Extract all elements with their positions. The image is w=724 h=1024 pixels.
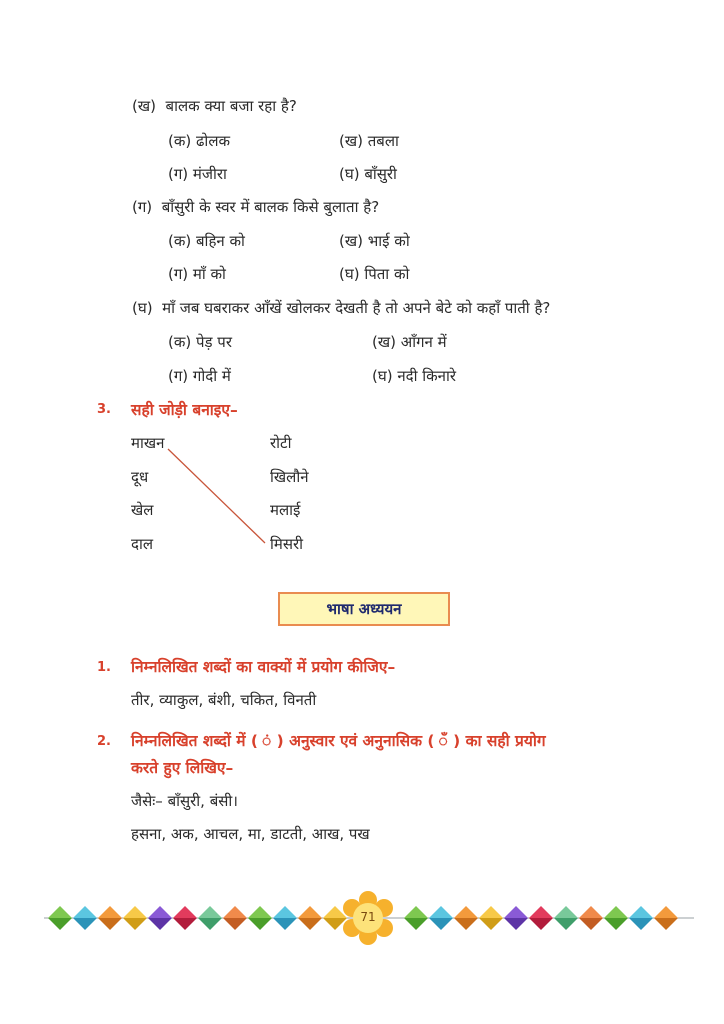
diamond-shape xyxy=(404,918,428,930)
diamond-shape xyxy=(654,918,678,930)
diamond-shape xyxy=(604,906,628,918)
match-right-item: खिलौने xyxy=(270,468,309,486)
question-text: माँ जब घबराकर आँखें खोलकर देखती है तो अपने बेटे को कहाँ पाती है? xyxy=(162,299,551,317)
diamond-shape xyxy=(48,918,72,930)
diamond-shape xyxy=(48,906,72,918)
diamond-shape xyxy=(273,906,297,918)
diamond-shape xyxy=(479,906,503,918)
question-label: (घ) xyxy=(132,299,153,317)
diamond-shape xyxy=(223,918,247,930)
diamond-shape xyxy=(298,906,322,918)
diamond-row-right xyxy=(404,906,678,930)
diamond-shape xyxy=(98,906,122,918)
option: (ख) भाई को xyxy=(339,232,410,250)
diamond-shape xyxy=(504,906,528,918)
diamond-shape xyxy=(579,918,603,930)
option: (क) पेड़ पर xyxy=(168,333,232,351)
lang-q2-example: जैसेः– बाँसुरी, बंसी। xyxy=(131,792,238,810)
diamond-shape xyxy=(479,918,503,930)
option: (क) बहिन को xyxy=(168,232,245,250)
diamond-shape xyxy=(554,906,578,918)
option: (ग) मंजीरा xyxy=(168,165,227,183)
match-left-item: खेल xyxy=(131,501,154,519)
lang-q2-number: 2. xyxy=(97,734,111,749)
diamond-shape xyxy=(429,906,453,918)
match-right-item: रोटी xyxy=(270,434,292,452)
diamond-shape xyxy=(629,918,653,930)
diamond-shape xyxy=(604,918,628,930)
diamond-shape xyxy=(173,906,197,918)
section-number: 3. xyxy=(97,402,111,417)
match-left-item: दूध xyxy=(131,468,149,486)
diamond-shape xyxy=(173,918,197,930)
diamond-shape xyxy=(529,918,553,930)
option: (क) ढोलक xyxy=(168,132,231,150)
diamond-shape xyxy=(654,906,678,918)
diamond-shape xyxy=(223,906,247,918)
diamond-shape xyxy=(148,918,172,930)
question-label: (ग) xyxy=(132,198,153,216)
language-study-title: भाषा अध्ययन xyxy=(326,600,402,618)
diamond-shape xyxy=(123,918,147,930)
diamond-shape xyxy=(579,906,603,918)
match-right-item: मिसरी xyxy=(270,535,304,553)
diamond-shape xyxy=(248,918,272,930)
diamond-shape xyxy=(123,906,147,918)
diamond-shape xyxy=(148,906,172,918)
diamond-shape xyxy=(298,918,322,930)
diamond-shape xyxy=(73,906,97,918)
match-right-item: मलाई xyxy=(270,501,301,519)
lang-q1-title: निम्नलिखित शब्दों का वाक्यों में प्रयोग कीजिए– xyxy=(131,658,396,676)
diamond-shape xyxy=(554,918,578,930)
lang-q2-words: हसना, अक, आचल, मा, डाटती, आख, पख xyxy=(131,825,370,843)
diamond-shape xyxy=(529,906,553,918)
lang-q1-words: तीर, व्याकुल, बंशी, चकित, विनती xyxy=(131,691,317,709)
option: (घ) पिता को xyxy=(339,265,410,283)
option: (ख) आँगन में xyxy=(372,333,447,351)
option: (ग) माँ को xyxy=(168,265,226,283)
question-label: (ख) xyxy=(132,97,156,115)
diamond-shape xyxy=(429,918,453,930)
language-study-box xyxy=(278,592,450,626)
question-text: बालक क्या बजा रहा है? xyxy=(165,97,297,115)
diamond-shape xyxy=(73,918,97,930)
option: (ग) गोदी में xyxy=(168,367,231,385)
diamond-shape xyxy=(248,906,272,918)
diamond-shape xyxy=(454,906,478,918)
section-title: सही जोड़ी बनाइए– xyxy=(131,401,238,419)
lang-q2-title-line1: निम्नलिखित शब्दों में ( ं ) अनुस्वार एवं अनुनासिक ( ँ ) का सही प्रयोग xyxy=(131,732,546,750)
diamond-shape xyxy=(454,918,478,930)
match-left-item: माखन xyxy=(131,434,165,452)
diamond-shape xyxy=(198,918,222,930)
option: (घ) नदी किनारे xyxy=(372,367,457,385)
match-left-item: दाल xyxy=(131,535,154,553)
option: (घ) बाँसुरी xyxy=(339,165,397,183)
page-number: 71 xyxy=(360,910,376,924)
question-text: बाँसुरी के स्वर में बालक किसे बुलाता है? xyxy=(161,198,380,216)
diamond-shape xyxy=(98,918,122,930)
diamond-shape xyxy=(273,918,297,930)
diamond-shape xyxy=(404,906,428,918)
diamond-shape xyxy=(198,906,222,918)
lang-q2-title-line2: करते हुए लिखिए– xyxy=(131,759,234,777)
diamond-shape xyxy=(629,906,653,918)
lang-q1-number: 1. xyxy=(97,660,111,675)
option: (ख) तबला xyxy=(339,132,399,150)
diamond-shape xyxy=(504,918,528,930)
